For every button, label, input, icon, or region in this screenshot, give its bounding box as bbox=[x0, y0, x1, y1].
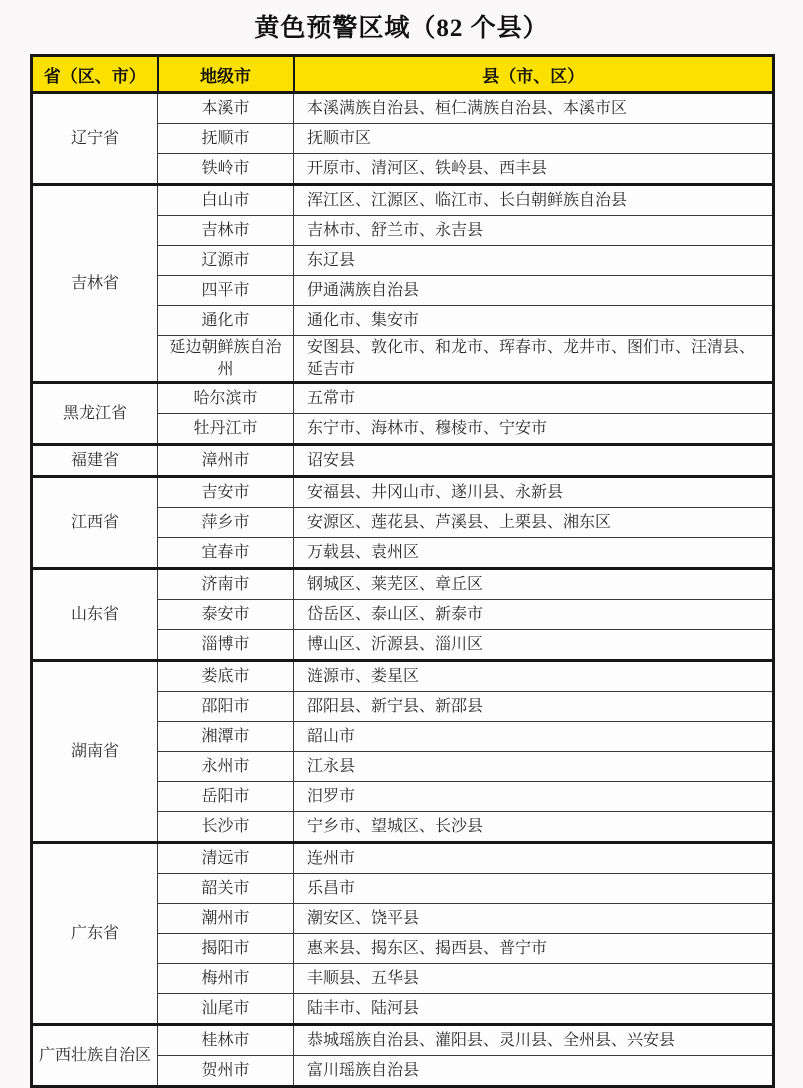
table-row bbox=[32, 477, 774, 508]
county-cell: 韶山市 bbox=[294, 722, 774, 752]
table-body bbox=[32, 93, 774, 1087]
city-cell: 延边朝鲜族自治州 bbox=[158, 336, 294, 383]
county-cell: 惠来县、揭东区、揭西县、普宁市 bbox=[294, 934, 774, 964]
county-cell: 东宁市、海林市、穆棱市、宁安市 bbox=[294, 414, 774, 445]
county-cell: 连州市 bbox=[294, 843, 774, 874]
city-cell: 揭阳市 bbox=[158, 934, 294, 964]
county-cell: 东辽县 bbox=[294, 246, 774, 276]
county-cell: 开原市、清河区、铁岭县、西丰县 bbox=[294, 154, 774, 185]
city-cell: 哈尔滨市 bbox=[158, 383, 294, 414]
province-cell: 福建省 bbox=[32, 445, 158, 477]
city-cell: 永州市 bbox=[158, 752, 294, 782]
county-cell: 宁乡市、望城区、长沙县 bbox=[294, 812, 774, 843]
county-cell: 岱岳区、泰山区、新泰市 bbox=[294, 600, 774, 630]
table-row bbox=[32, 445, 774, 477]
county-cell: 本溪满族自治县、桓仁满族自治县、本溪市区 bbox=[294, 93, 774, 124]
city-cell: 韶关市 bbox=[158, 874, 294, 904]
county-cell: 五常市 bbox=[294, 383, 774, 414]
city-cell: 岳阳市 bbox=[158, 782, 294, 812]
yellow-warning-table bbox=[30, 54, 775, 1088]
city-cell: 通化市 bbox=[158, 306, 294, 336]
city-cell: 牡丹江市 bbox=[158, 414, 294, 445]
city-cell: 济南市 bbox=[158, 569, 294, 600]
city-cell: 漳州市 bbox=[158, 445, 294, 477]
county-cell: 富川瑶族自治县 bbox=[294, 1056, 774, 1087]
county-cell: 抚顺市区 bbox=[294, 124, 774, 154]
header-county: 县（市、区） bbox=[294, 56, 774, 93]
county-cell: 安福县、井冈山市、遂川县、永新县 bbox=[294, 477, 774, 508]
city-cell: 抚顺市 bbox=[158, 124, 294, 154]
city-cell: 泰安市 bbox=[158, 600, 294, 630]
province-cell: 黑龙江省 bbox=[32, 383, 158, 445]
city-cell: 吉安市 bbox=[158, 477, 294, 508]
province-cell: 吉林省 bbox=[32, 185, 158, 383]
county-cell: 邵阳县、新宁县、新邵县 bbox=[294, 692, 774, 722]
city-cell: 辽源市 bbox=[158, 246, 294, 276]
county-cell: 钢城区、莱芜区、章丘区 bbox=[294, 569, 774, 600]
county-cell: 浑江区、江源区、临江市、长白朝鲜族自治县 bbox=[294, 185, 774, 216]
table-row bbox=[32, 1025, 774, 1056]
county-cell: 安图县、敦化市、和龙市、珲春市、龙井市、图们市、汪清县、延吉市 bbox=[294, 336, 774, 383]
city-cell: 吉林市 bbox=[158, 216, 294, 246]
county-cell: 丰顺县、五华县 bbox=[294, 964, 774, 994]
city-cell: 铁岭市 bbox=[158, 154, 294, 185]
city-cell: 长沙市 bbox=[158, 812, 294, 843]
city-cell: 四平市 bbox=[158, 276, 294, 306]
county-cell: 陆丰市、陆河县 bbox=[294, 994, 774, 1025]
county-cell: 通化市、集安市 bbox=[294, 306, 774, 336]
county-cell: 汨罗市 bbox=[294, 782, 774, 812]
city-cell: 贺州市 bbox=[158, 1056, 294, 1087]
county-cell: 吉林市、舒兰市、永吉县 bbox=[294, 216, 774, 246]
city-cell: 淄博市 bbox=[158, 630, 294, 661]
province-cell: 广西壮族自治区 bbox=[32, 1025, 158, 1087]
city-cell: 萍乡市 bbox=[158, 508, 294, 538]
table-row bbox=[32, 185, 774, 216]
city-cell: 清远市 bbox=[158, 843, 294, 874]
county-cell: 涟源市、娄星区 bbox=[294, 661, 774, 692]
province-cell: 辽宁省 bbox=[32, 93, 158, 185]
province-cell: 江西省 bbox=[32, 477, 158, 569]
county-cell: 万载县、袁州区 bbox=[294, 538, 774, 569]
city-cell: 汕尾市 bbox=[158, 994, 294, 1025]
city-cell: 桂林市 bbox=[158, 1025, 294, 1056]
county-cell: 江永县 bbox=[294, 752, 774, 782]
county-cell: 安源区、莲花县、芦溪县、上栗县、湘东区 bbox=[294, 508, 774, 538]
table-row bbox=[32, 383, 774, 414]
table-row bbox=[32, 93, 774, 124]
county-cell: 博山区、沂源县、淄川区 bbox=[294, 630, 774, 661]
header-row bbox=[32, 56, 774, 93]
province-cell: 湖南省 bbox=[32, 661, 158, 843]
county-cell: 恭城瑶族自治县、灌阳县、灵川县、全州县、兴安县 bbox=[294, 1025, 774, 1056]
table-row bbox=[32, 569, 774, 600]
table-row bbox=[32, 843, 774, 874]
city-cell: 宜春市 bbox=[158, 538, 294, 569]
header-city: 地级市 bbox=[158, 56, 294, 93]
province-cell: 山东省 bbox=[32, 569, 158, 661]
table-row bbox=[32, 661, 774, 692]
header-province: 省（区、市） bbox=[32, 56, 158, 93]
city-cell: 邵阳市 bbox=[158, 692, 294, 722]
city-cell: 潮州市 bbox=[158, 904, 294, 934]
city-cell: 梅州市 bbox=[158, 964, 294, 994]
page-title: 黄色预警区域（82 个县） bbox=[254, 15, 549, 42]
county-cell: 伊通满族自治县 bbox=[294, 276, 774, 306]
county-cell: 潮安区、饶平县 bbox=[294, 904, 774, 934]
county-cell: 诏安县 bbox=[294, 445, 774, 477]
city-cell: 湘潭市 bbox=[158, 722, 294, 752]
city-cell: 白山市 bbox=[158, 185, 294, 216]
province-cell: 广东省 bbox=[32, 843, 158, 1025]
city-cell: 本溪市 bbox=[158, 93, 294, 124]
county-cell: 乐昌市 bbox=[294, 874, 774, 904]
city-cell: 娄底市 bbox=[158, 661, 294, 692]
